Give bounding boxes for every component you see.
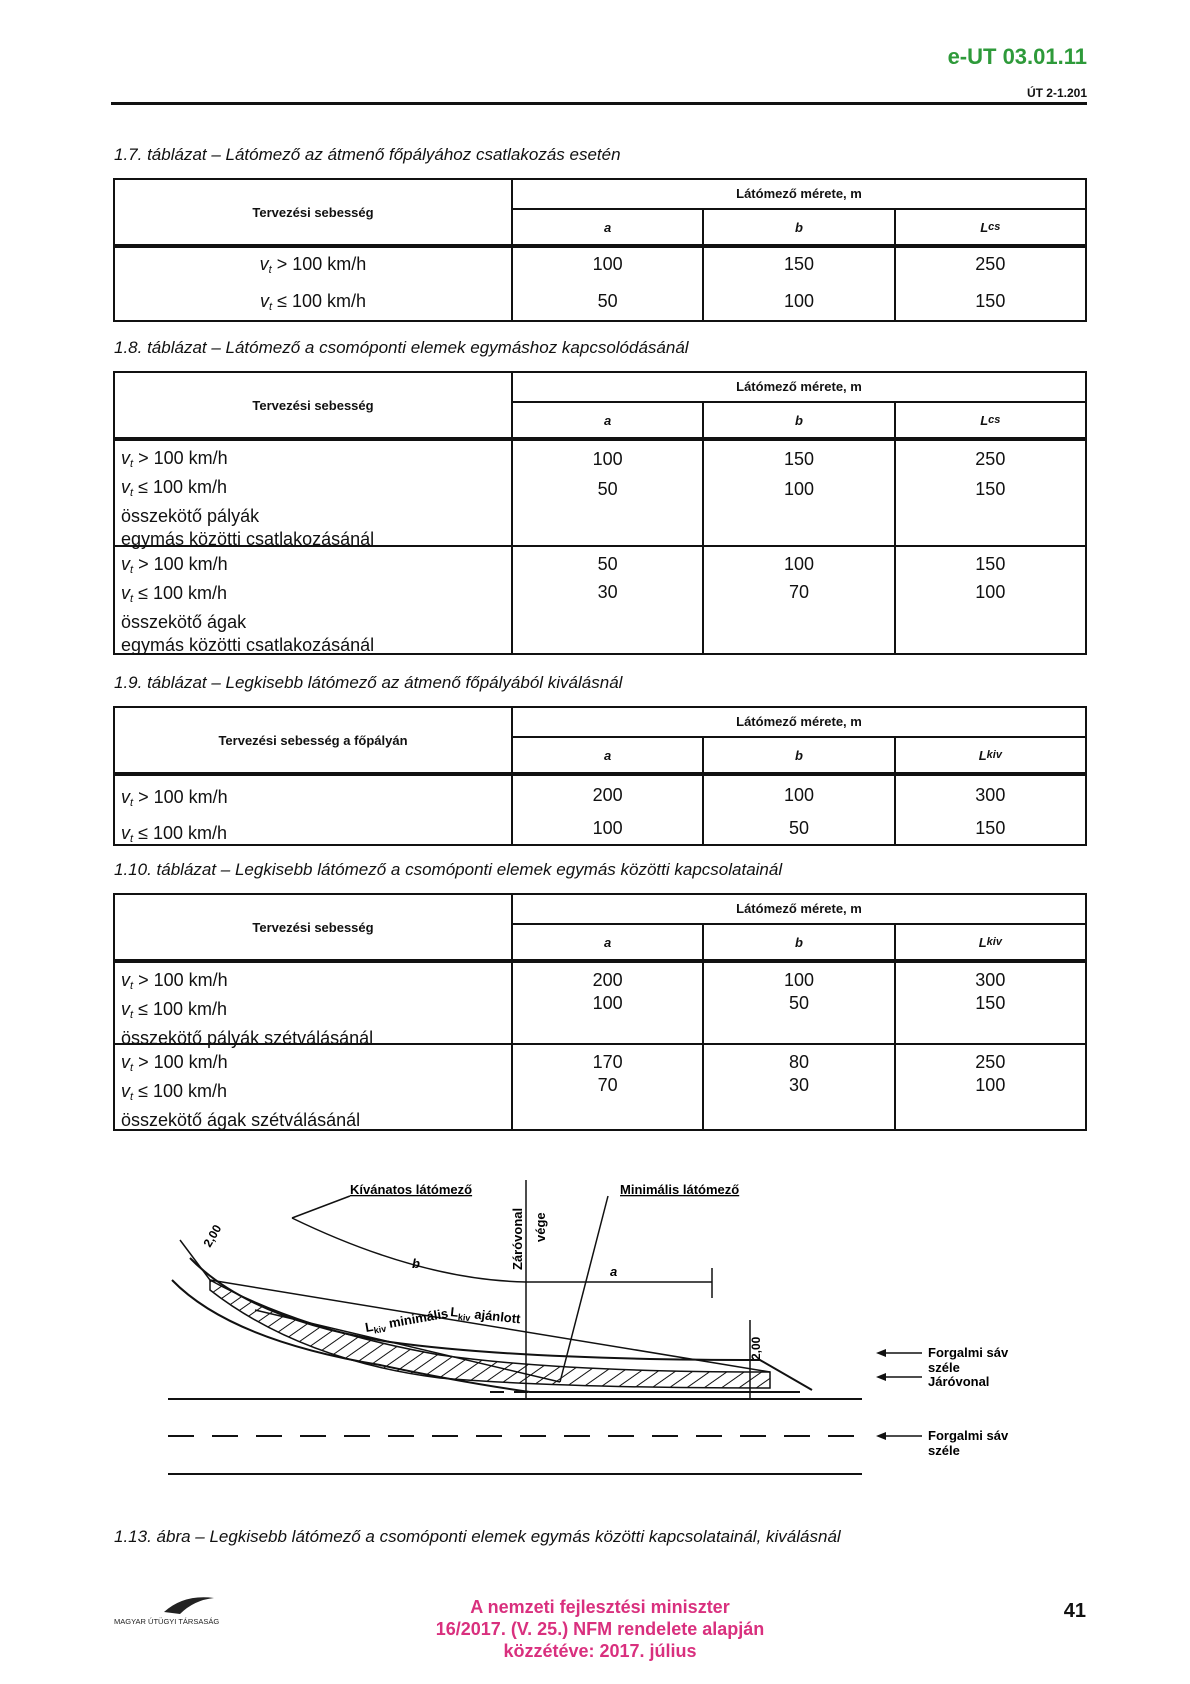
header-rule <box>111 102 1087 105</box>
table-row: $v_t > 100$ km/h $v_t \le 100$ km/h összekötő pályák szétválásánál <box>115 963 513 1043</box>
cell-l: 300 <box>975 970 1006 990</box>
table-1-8-caption: 1.8. táblázat – Látómező a csomóponti elemek egymáshoz kapcsolódásánál <box>114 338 689 357</box>
col-header-b: b <box>704 210 895 244</box>
cell-b: 150 <box>783 449 815 469</box>
cell-b: 80 <box>788 1052 809 1072</box>
col-header-l: L kiv <box>978 747 1002 763</box>
cell-a: 100 <box>592 993 623 1013</box>
table-1-7 <box>113 178 1087 322</box>
figure-1-13-caption: 1.13. ábra – Legkisebb látómező a csomóponti elemek egymás közötti kapcsolatainál, kiválásnál <box>114 1527 841 1546</box>
cell-b: 100 <box>783 554 815 574</box>
table-row: $v_t > 100$ km/h $v_t \le 100$ km/h összekötő ágak szétválásánál <box>115 1045 513 1129</box>
col-header-speed: Tervezési sebesség <box>115 373 513 437</box>
zarovonal-label: Záróvonal <box>510 1207 525 1270</box>
label-lane-edge-1: Forgalmi sáv <box>928 1345 1009 1360</box>
col-header-l: L kiv <box>978 934 1002 950</box>
cell-a: 200 <box>592 970 623 990</box>
cell-l: 250 <box>975 254 1006 274</box>
cell-a: 100 <box>592 254 623 274</box>
table-1-8 <box>113 371 1087 655</box>
cell-l: 100 <box>975 582 1006 602</box>
col-header-group: Látómező mérete, m <box>513 895 1085 925</box>
leader-minimum <box>560 1196 608 1382</box>
table-row: $v_t \le 100$ km/h <box>260 291 366 313</box>
cell-b: 100 <box>783 479 815 499</box>
col-header-speed: Tervezési sebesség <box>115 180 513 244</box>
document-subcode: ÚT 2-1.201 <box>1026 86 1087 100</box>
col-header-a: a <box>513 738 704 772</box>
cell-a: 100 <box>592 449 623 469</box>
lkiv-min-label: $L_{kiv}$ minimális <box>363 1305 450 1336</box>
arrow-head-icon <box>876 1432 886 1440</box>
col-header-b: b <box>704 925 895 959</box>
cell-b: 50 <box>788 993 809 1013</box>
cell-a: 50 <box>597 291 618 311</box>
document-code: e-UT 03.01.11 <box>947 44 1087 69</box>
col-header-b: b <box>704 738 895 772</box>
dimension-b <box>292 1218 526 1282</box>
cell-b: 100 <box>783 291 815 311</box>
cell-l: 150 <box>975 993 1006 1013</box>
cell-b: 100 <box>783 970 815 990</box>
hatched-sight-zone <box>210 1280 770 1388</box>
label-stop-line: Járóvonal <box>928 1374 990 1389</box>
cell-l: 150 <box>975 291 1006 311</box>
dim-200-left-label: 2,00 <box>200 1222 225 1250</box>
lkiv-recommended-label: $L_{kiv}$ ajánlott <box>449 1304 522 1327</box>
cell-a: 50 <box>597 554 618 574</box>
cell-b: 70 <box>788 582 809 602</box>
minimum-sight-label: Minimális látómező <box>620 1182 740 1197</box>
table-row: $v_t \le 100$ km/h <box>121 823 227 845</box>
mut-logo <box>114 1592 264 1628</box>
cell-a: 170 <box>592 1052 623 1072</box>
cell-l: 150 <box>975 554 1006 574</box>
col-header-a: a <box>513 925 704 959</box>
arrow-head-icon <box>876 1349 886 1357</box>
cell-a: 200 <box>592 785 623 805</box>
cell-l: 250 <box>975 1052 1006 1072</box>
cell-b: 150 <box>783 254 815 274</box>
arrow-head-icon <box>876 1373 886 1381</box>
cell-b: 100 <box>783 785 815 805</box>
col-header-group: Látómező mérete, m <box>513 180 1085 210</box>
table-1-9-caption: 1.9. táblázat – Legkisebb látómező az átmenő főpályából kiválásnál <box>114 673 623 692</box>
cell-a: 70 <box>597 1075 618 1095</box>
table-row: $v_t > 100$ km/h $v_t \le 100$ km/h összekötő pályák egymás közötti csatlakozásánál <box>115 441 513 545</box>
col-header-speed: Tervezési sebesség a főpályán <box>115 708 513 772</box>
cell-a: 30 <box>597 582 618 602</box>
col-header-group: Látómező mérete, m <box>513 708 1085 738</box>
col-header-b: b <box>704 403 895 437</box>
dim-200-right-label: 2,00 <box>749 1336 763 1360</box>
cell-l: 100 <box>975 1075 1006 1095</box>
publication-note: A nemzeti fejlesztési miniszter 16/2017. (V. 25.) NFM rendelete alapján közzétéve: 2017. július <box>435 1597 765 1661</box>
desired-sight-label: Kívánatos látómező <box>350 1182 473 1197</box>
label-lane-edge-2b: széle <box>928 1443 960 1458</box>
cell-b: 30 <box>788 1075 809 1095</box>
cell-a: 50 <box>597 479 618 499</box>
vege-label: vége <box>533 1212 548 1242</box>
cell-l: 150 <box>975 818 1006 838</box>
table-row: $v_t > 100$ km/h <box>259 254 367 276</box>
svg-text:MAGYAR ÚTÜGYI TÁRSASÁG: MAGYAR ÚTÜGYI TÁRSASÁG <box>114 1617 220 1626</box>
cell-l: 250 <box>975 449 1006 469</box>
col-header-a: a <box>513 210 704 244</box>
table-row: $v_t > 100$ km/h $v_t \le 100$ km/h összekötő ágak egymás közötti csatlakozásánál <box>115 547 513 653</box>
label-lane-edge-2: Forgalmi sáv <box>928 1428 1009 1443</box>
col-header-l: L cs <box>980 219 1001 235</box>
sight-zone-diagram <box>0 1160 1190 1480</box>
col-header-speed: Tervezési sebesség <box>115 895 513 959</box>
table-row: $v_t > 100$ km/h <box>121 787 228 809</box>
label-lane-edge-1b: széle <box>928 1360 960 1375</box>
table-1-10-caption: 1.10. táblázat – Legkisebb látómező a csomóponti elemek egymás közötti kapcsolatainál <box>114 860 783 879</box>
cell-a: 100 <box>592 818 623 838</box>
table-1-9 <box>113 706 1087 846</box>
page-number: 41 <box>1063 1600 1086 1622</box>
col-header-group: Látómező mérete, m <box>513 373 1085 403</box>
cell-b: 50 <box>788 818 809 838</box>
col-header-a: a <box>513 403 704 437</box>
dim-b-label: b <box>412 1256 420 1271</box>
leader-desired <box>292 1196 350 1218</box>
cell-l: 150 <box>975 479 1006 499</box>
col-header-l: L cs <box>980 412 1001 428</box>
cell-l: 300 <box>975 785 1006 805</box>
table-1-7-caption: 1.7. táblázat – Látómező az átmenő főpályához csatlakozás esetén <box>114 145 621 164</box>
dim-a-label: a <box>610 1264 618 1279</box>
table-1-10 <box>113 893 1087 1131</box>
